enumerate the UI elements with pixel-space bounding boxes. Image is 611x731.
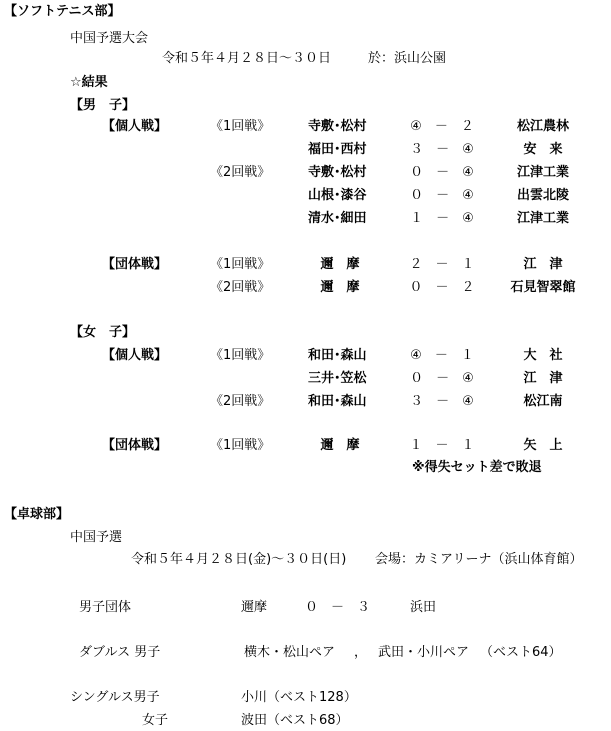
table-tennis-title: 【卓球部】 xyxy=(4,507,70,522)
match-team: 和田･森山 xyxy=(308,348,367,363)
boys-team-label: 男子団体 xyxy=(79,600,132,615)
results-label: ☆結果 xyxy=(70,75,108,90)
men-individual-label: 【個人戦】 xyxy=(102,119,168,134)
soft-tennis-title: 【ソフトテニス部】 xyxy=(4,4,121,19)
match-score: ０ － ④ xyxy=(410,165,474,180)
match-team: 山根･漆谷 xyxy=(308,188,367,203)
match-round: 《1回戦》 xyxy=(210,257,271,272)
match-opponent: 矢 上 xyxy=(523,438,563,453)
match-opponent: 安 来 xyxy=(523,142,563,157)
match-round: 《2回戦》 xyxy=(210,280,271,295)
table-tennis-date: 令和５年４月２８日(金)～３０日(日) xyxy=(131,552,347,567)
match-opponent: 大 社 xyxy=(523,348,563,363)
match-opponent: 出雲北陵 xyxy=(516,188,569,203)
match-team: 三井･笠松 xyxy=(308,371,367,386)
match-score: ０ － ④ xyxy=(410,188,474,203)
match-opponent: 石見智翠館 xyxy=(510,280,576,295)
match-score: ２ － １ xyxy=(409,257,475,272)
match-score: １ － ④ xyxy=(410,211,474,226)
doubles-separator: ， xyxy=(354,645,368,660)
boys-team-school: 邇摩 xyxy=(241,600,268,615)
soft-tennis-event: 中国予選大会 xyxy=(70,31,149,46)
match-team: 寺敷･松村 xyxy=(308,119,367,134)
match-team: 邇 摩 xyxy=(320,438,360,453)
singles-girls-result: 波田（ベスト68） xyxy=(241,713,349,728)
men-team-label: 【団体戦】 xyxy=(102,257,168,272)
singles-girls-label: 女子 xyxy=(142,713,169,728)
women-label: 【女 子】 xyxy=(70,325,136,340)
match-team: 和田･森山 xyxy=(308,394,367,409)
match-team: 福田･西村 xyxy=(308,142,367,157)
match-opponent: 江津工業 xyxy=(516,211,569,226)
women-individual-label: 【個人戦】 xyxy=(102,348,168,363)
match-round: 《1回戦》 xyxy=(210,348,271,363)
boys-team-opponent: 浜田 xyxy=(410,600,437,615)
match-score: １ － １ xyxy=(409,438,475,453)
table-tennis-venue: 会場：カミアリーナ（浜山体育館） xyxy=(375,552,583,567)
women-team-label: 【団体戦】 xyxy=(102,438,168,453)
match-score: ３ － ④ xyxy=(410,142,474,157)
doubles-label: ダブルス 男子 xyxy=(79,645,161,660)
match-opponent: 松江農林 xyxy=(516,119,569,134)
doubles-pair-1: 横木・松山ペア xyxy=(244,645,336,660)
boys-team-score: ０ － ３ xyxy=(305,600,371,615)
match-round: 《2回戦》 xyxy=(210,165,271,180)
match-team: 清水･細田 xyxy=(308,211,367,226)
match-opponent: 江津工業 xyxy=(516,165,569,180)
men-label: 【男 子】 xyxy=(70,98,136,113)
match-round: 《1回戦》 xyxy=(210,119,271,134)
soft-tennis-date: 令和５年４月２８日～３０日 xyxy=(162,51,332,66)
doubles-pair-2: 武田・小川ペア xyxy=(378,645,470,660)
match-team: 邇 摩 xyxy=(320,280,360,295)
women-team-note: ※得失セット差で敗退 xyxy=(412,460,542,475)
match-opponent: 松江南 xyxy=(523,394,563,409)
soft-tennis-venue: 於：浜山公園 xyxy=(368,51,447,66)
singles-boys-result: 小川（ベスト128） xyxy=(241,690,357,705)
match-score: ④ － １ xyxy=(410,348,474,363)
match-score: ０ － ２ xyxy=(409,280,475,295)
match-round: 《1回戦》 xyxy=(210,438,271,453)
match-score: ④ － ２ xyxy=(410,119,474,134)
match-round: 《2回戦》 xyxy=(210,394,271,409)
table-tennis-event: 中国予選 xyxy=(70,530,123,545)
match-opponent: 江 津 xyxy=(523,371,563,386)
match-team: 寺敷･松村 xyxy=(308,165,367,180)
doubles-result: （ベスト64） xyxy=(480,645,562,660)
match-team: 邇 摩 xyxy=(320,257,360,272)
match-score: ３ － ④ xyxy=(410,394,474,409)
match-score: ０ － ④ xyxy=(410,371,474,386)
singles-label: シングルス男子 xyxy=(70,690,160,705)
match-opponent: 江 津 xyxy=(523,257,563,272)
